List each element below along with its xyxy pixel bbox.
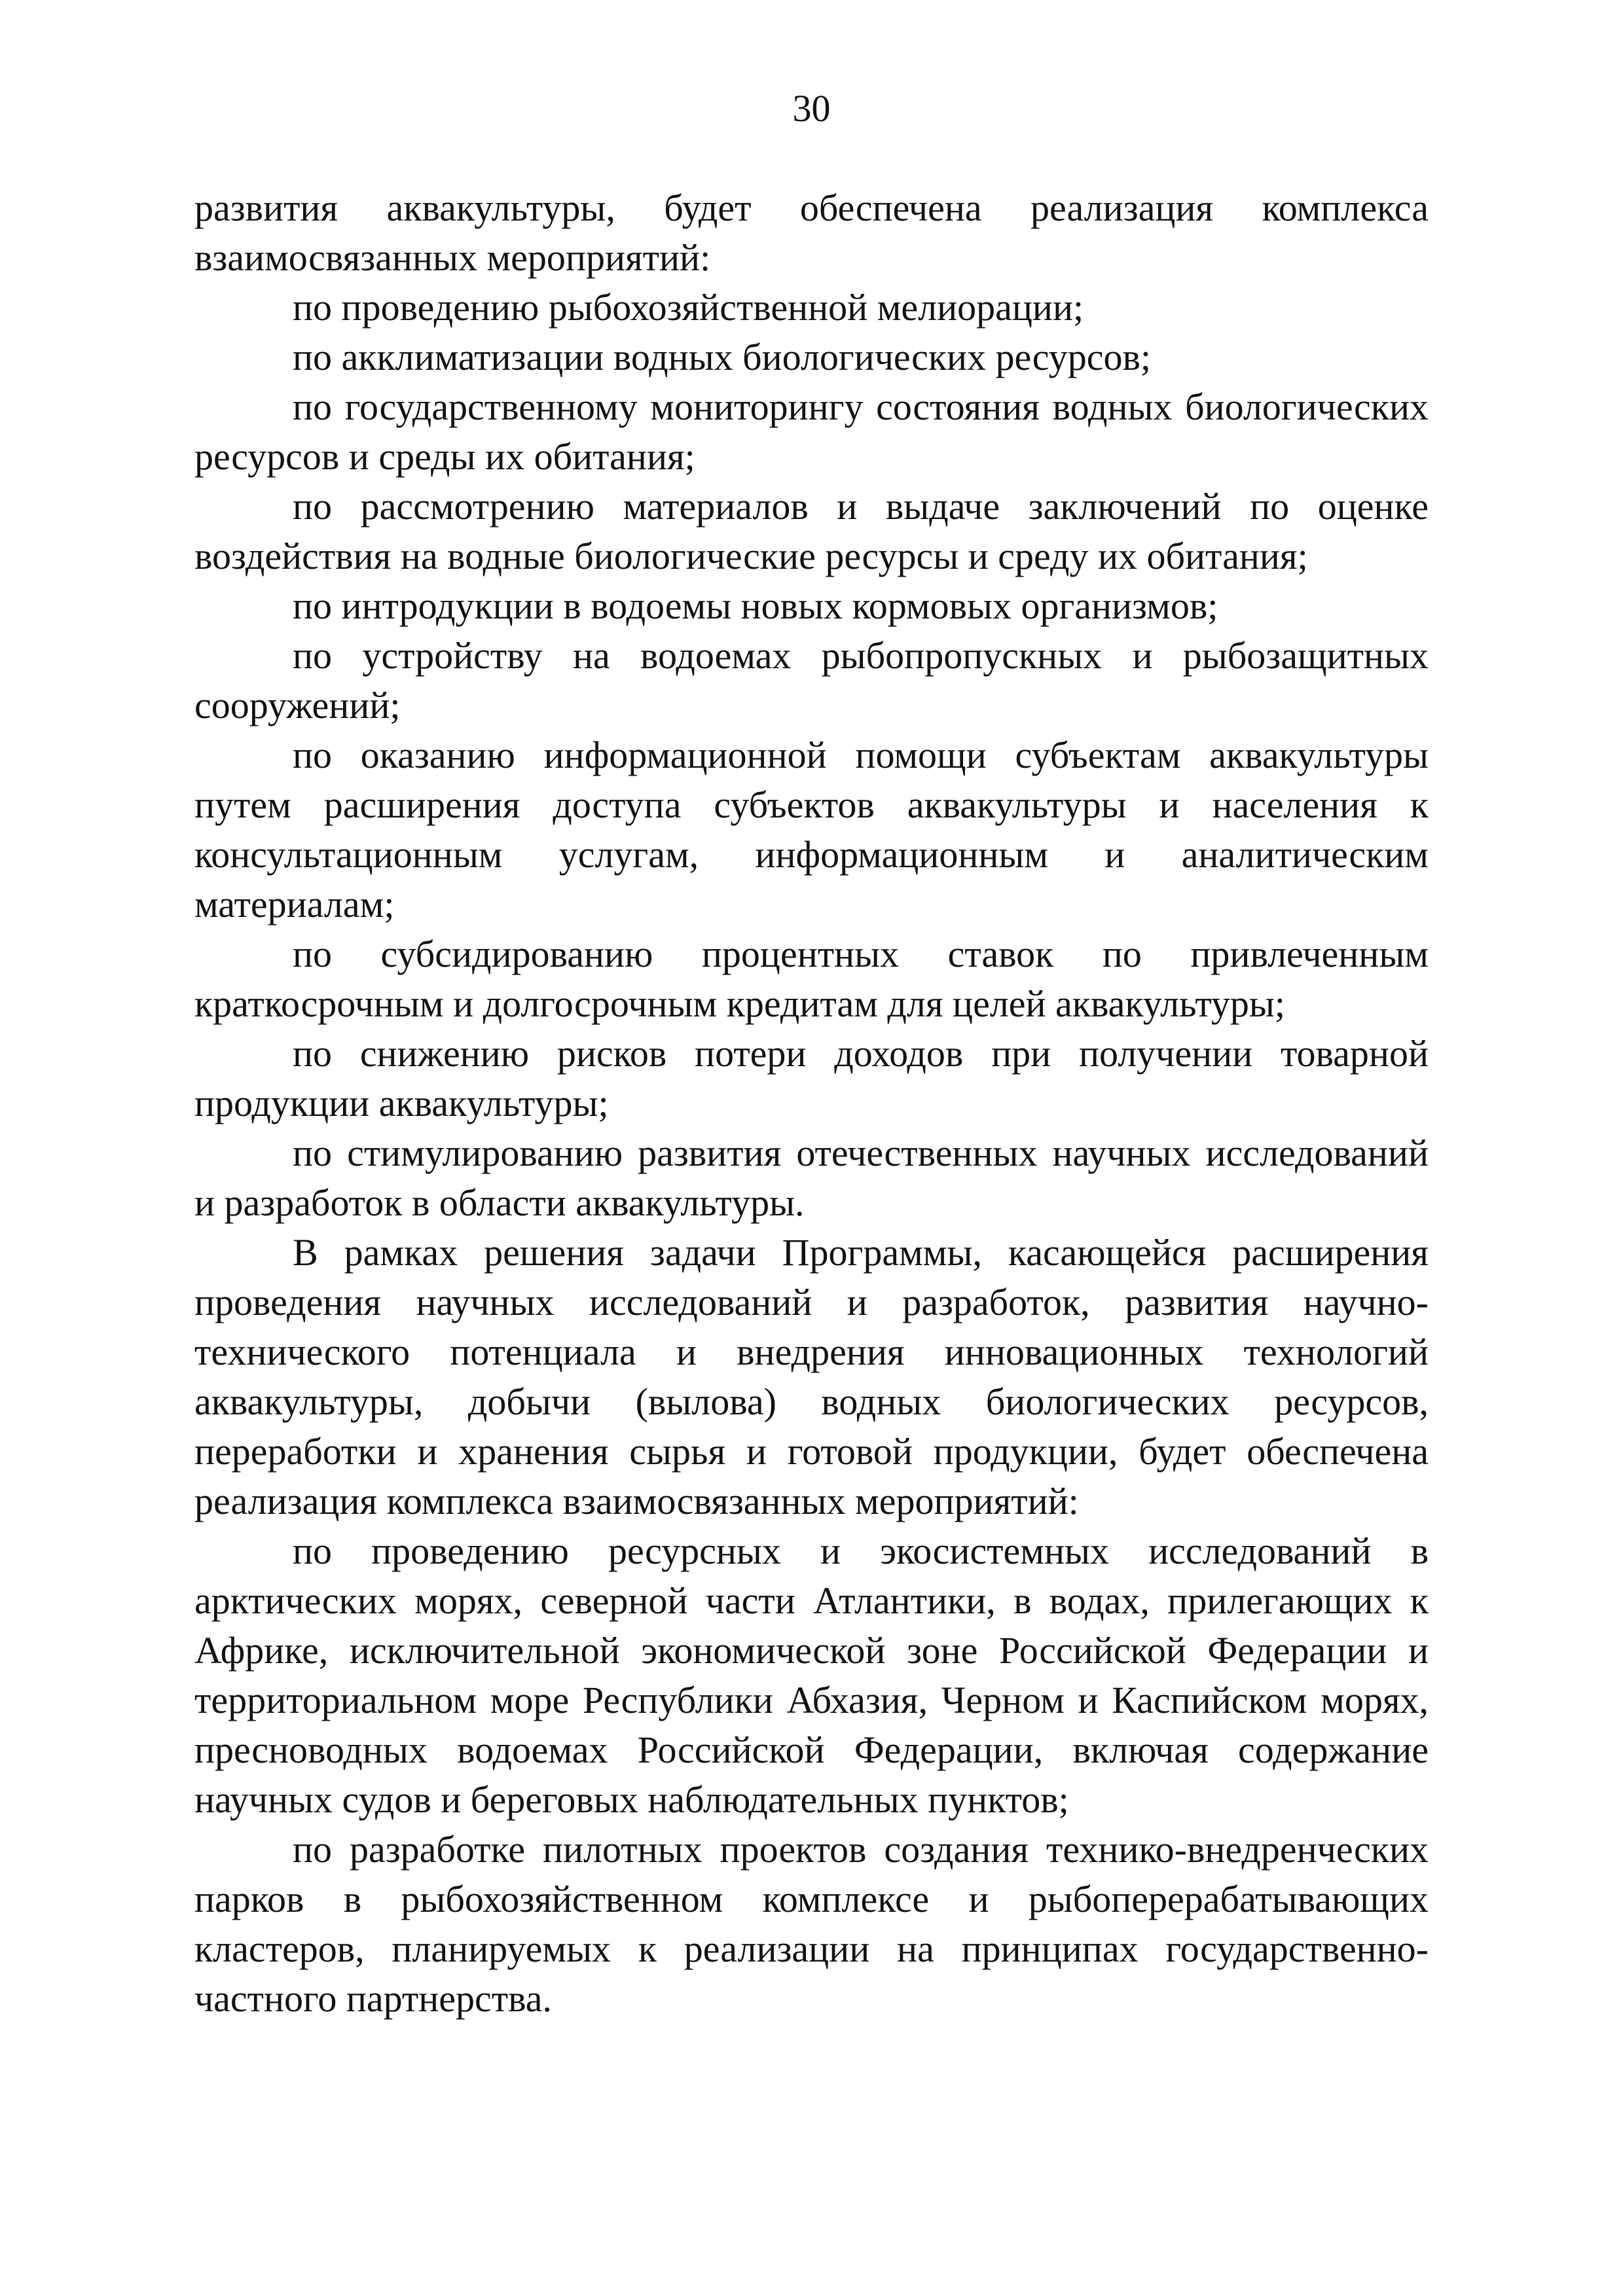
page-number: 30 xyxy=(792,87,831,130)
paragraph: по устройству на водоемах рыбопропускных и рыбозащитных сооружений; xyxy=(194,634,1429,726)
paragraph: по проведению ресурсных и экосистемных исследований в арктических морях, северной части Атлантики, в водах, прилегающих к Африке, исключительной экономической зоне Российской Федерации и территориальном море Республики Абхазия, Черном и Каспийском морях, пресноводных водоемах Российской Федерации, включая содержание научных судов и береговых наблюдательных пунктов; xyxy=(194,1530,1429,1821)
paragraph: по разработке пилотных проектов создания технико-внедренческих парков в рыбохозяйственном комплексе и рыбоперерабатывающих кластеров, планируемых к реализации на принципах государственно-частного партнерства. xyxy=(194,1828,1429,2020)
paragraph: по снижению рисков потери доходов при получении товарной продукции аквакультуры; xyxy=(194,1032,1429,1124)
paragraph: по проведению рыбохозяйственной мелиорации; xyxy=(293,286,1084,329)
paragraph: по оказанию информационной помощи субъектам аквакультуры путем расширения доступа субъектов аквакультуры и населения к консультационным услугам, информационным и аналитическим материалам; xyxy=(194,734,1429,925)
paragraph: В рамках решения задачи Программы, касающейся расширения проведения научных исследований и разработок, развития научно-технического потенциала и внедрения инновационных технологий аквакультуры, добычи (вылова) водных биологических ресурсов, переработки и хранения сырья и готовой продукции, будет обеспечена реализация комплекса взаимосвязанных мероприятий: xyxy=(194,1231,1429,1522)
paragraph: по государственному мониторингу состояния водных биологических ресурсов и среды их обитания; xyxy=(194,386,1429,478)
paragraph: по акклиматизации водных биологических ресурсов; xyxy=(293,336,1151,378)
paragraph: по субсидированию процентных ставок по привлеченным краткосрочным и долгосрочным кредитам для целей аквакультуры; xyxy=(194,933,1429,1025)
paragraph: по стимулированию развития отечественных научных исследований и разработок в области аквакультуры. xyxy=(194,1132,1429,1224)
paragraph: по интродукции в водоемы новых кормовых организмов; xyxy=(293,584,1218,627)
document-body xyxy=(194,183,1429,2024)
paragraph: по рассмотрению материалов и выдаче заключений по оценке воздействия на водные биологические ресурсы и среду их обитания; xyxy=(194,485,1429,577)
paragraph: развития аквакультуры, будет обеспечена реализация комплекса взаимосвязанных мероприятий: xyxy=(194,187,1429,279)
